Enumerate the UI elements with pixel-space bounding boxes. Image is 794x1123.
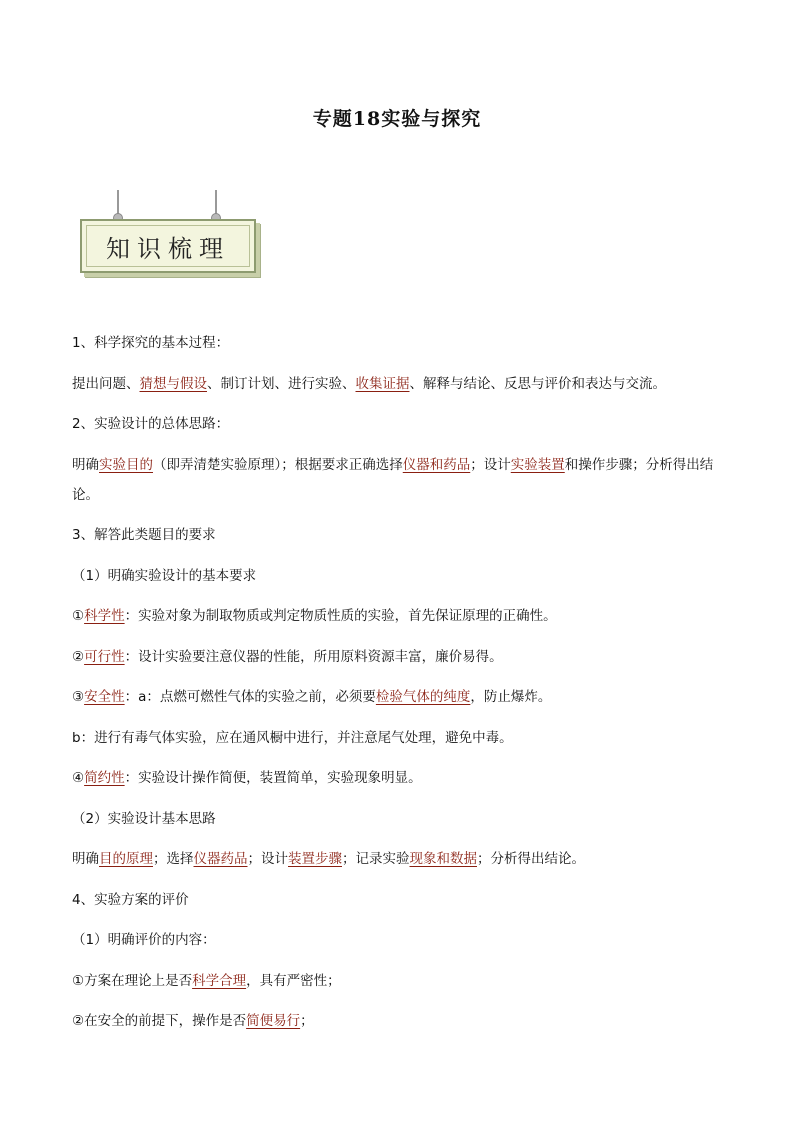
underlined-term: 目的原理 bbox=[99, 851, 153, 867]
paragraph bbox=[72, 723, 732, 753]
text-segment: （即弄清楚实验原理）；根据要求正确选择 bbox=[153, 456, 403, 473]
paragraph bbox=[72, 804, 732, 834]
text-segment: ：设计实验要注意仪器的性能，所用原料资源丰富，廉价易得。 bbox=[124, 648, 503, 665]
text-segment: ； bbox=[300, 1013, 314, 1029]
underlined-term: 安全性 bbox=[84, 689, 125, 705]
underlined-term: 装置步骤 bbox=[288, 851, 342, 867]
text-segment: 提出问题、 bbox=[72, 375, 140, 392]
paragraph bbox=[72, 328, 732, 358]
paragraph bbox=[72, 520, 732, 550]
text-segment: 明确 bbox=[72, 851, 99, 867]
text-segment: b：进行有毒气体实验，应在通风橱中进行，并注意尾气处理，避免中毒。 bbox=[72, 729, 513, 746]
document-body bbox=[72, 328, 732, 1047]
text-segment: 3、解答此类题目的要求 bbox=[72, 527, 216, 543]
paragraph bbox=[72, 966, 732, 996]
text-segment: 和操作步骤；分析得出结论。 bbox=[72, 456, 714, 503]
paragraph bbox=[72, 369, 732, 399]
underlined-term: 简便易行 bbox=[246, 1013, 301, 1029]
text-segment: ，防止爆炸。 bbox=[470, 689, 552, 705]
text-segment: 明确 bbox=[72, 456, 99, 473]
text-segment: ③ bbox=[72, 689, 85, 705]
section-sign bbox=[78, 190, 258, 274]
text-segment: ①方案在理论上是否 bbox=[72, 972, 193, 989]
text-segment: （1）明确实验设计的基本要求 bbox=[72, 567, 257, 584]
paragraph bbox=[72, 844, 732, 874]
text-segment: ：实验对象为制取物质或判定物质性质的实验，首先保证原理的正确性。 bbox=[124, 608, 557, 624]
text-segment: ；分析得出结论。 bbox=[477, 851, 585, 867]
underlined-term: 可行性 bbox=[84, 648, 125, 665]
text-segment: ；选择 bbox=[153, 851, 194, 867]
text-segment: 1、科学探究的基本过程： bbox=[72, 335, 230, 351]
underlined-term: 科学性 bbox=[84, 608, 125, 624]
text-segment: ②在安全的前提下，操作是否 bbox=[72, 1013, 247, 1029]
text-segment: ；设计 bbox=[470, 456, 511, 473]
paragraph bbox=[72, 409, 732, 439]
underlined-term: 现象和数据 bbox=[409, 851, 477, 867]
text-segment: （2）实验设计基本思路 bbox=[72, 810, 216, 827]
text-segment: （1）明确评价的内容： bbox=[72, 932, 216, 948]
paragraph bbox=[72, 601, 732, 631]
paragraph bbox=[72, 1006, 732, 1036]
text-segment: 、解释与结论、反思与评价和表达与交流。 bbox=[409, 375, 666, 392]
text-segment: ；记录实验 bbox=[342, 851, 410, 867]
underlined-term: 实验装置 bbox=[510, 456, 565, 473]
text-segment: ；设计 bbox=[247, 851, 288, 867]
paragraph bbox=[72, 763, 732, 793]
text-segment: ：a：点燃可燃性气体的实验之前，必须要 bbox=[124, 689, 376, 705]
sign-board bbox=[80, 219, 256, 273]
underlined-term: 仪器药品 bbox=[193, 851, 248, 867]
text-segment: ② bbox=[72, 648, 85, 665]
text-segment: 、制订计划、进行实验、 bbox=[207, 375, 356, 392]
text-segment: ，具有严密性； bbox=[246, 972, 341, 989]
paragraph bbox=[72, 561, 732, 591]
paragraph bbox=[72, 642, 732, 672]
underlined-term: 实验目的 bbox=[99, 456, 153, 473]
paragraph bbox=[72, 450, 732, 510]
text-segment: ① bbox=[72, 608, 85, 624]
section-heading: 知识梳理 bbox=[106, 235, 230, 263]
paragraph bbox=[72, 682, 732, 712]
paragraph bbox=[72, 885, 732, 915]
page-title: 专题18实验与探究 bbox=[312, 108, 482, 130]
text-segment: 2、实验设计的总体思路： bbox=[72, 416, 230, 432]
underlined-term: 科学合理 bbox=[192, 972, 247, 989]
underlined-term: 猜想与假设 bbox=[139, 375, 207, 392]
paragraph bbox=[72, 925, 732, 955]
underlined-term: 简约性 bbox=[84, 770, 125, 786]
text-segment: ：实验设计操作简便，装置简单，实验现象明显。 bbox=[124, 770, 422, 786]
underlined-term: 检验气体的纯度 bbox=[375, 689, 471, 705]
underlined-term: 仪器和药品 bbox=[402, 456, 471, 473]
text-segment: ④ bbox=[72, 770, 85, 786]
text-segment: 4、实验方案的评价 bbox=[72, 891, 189, 908]
underlined-term: 收集证据 bbox=[355, 375, 410, 392]
